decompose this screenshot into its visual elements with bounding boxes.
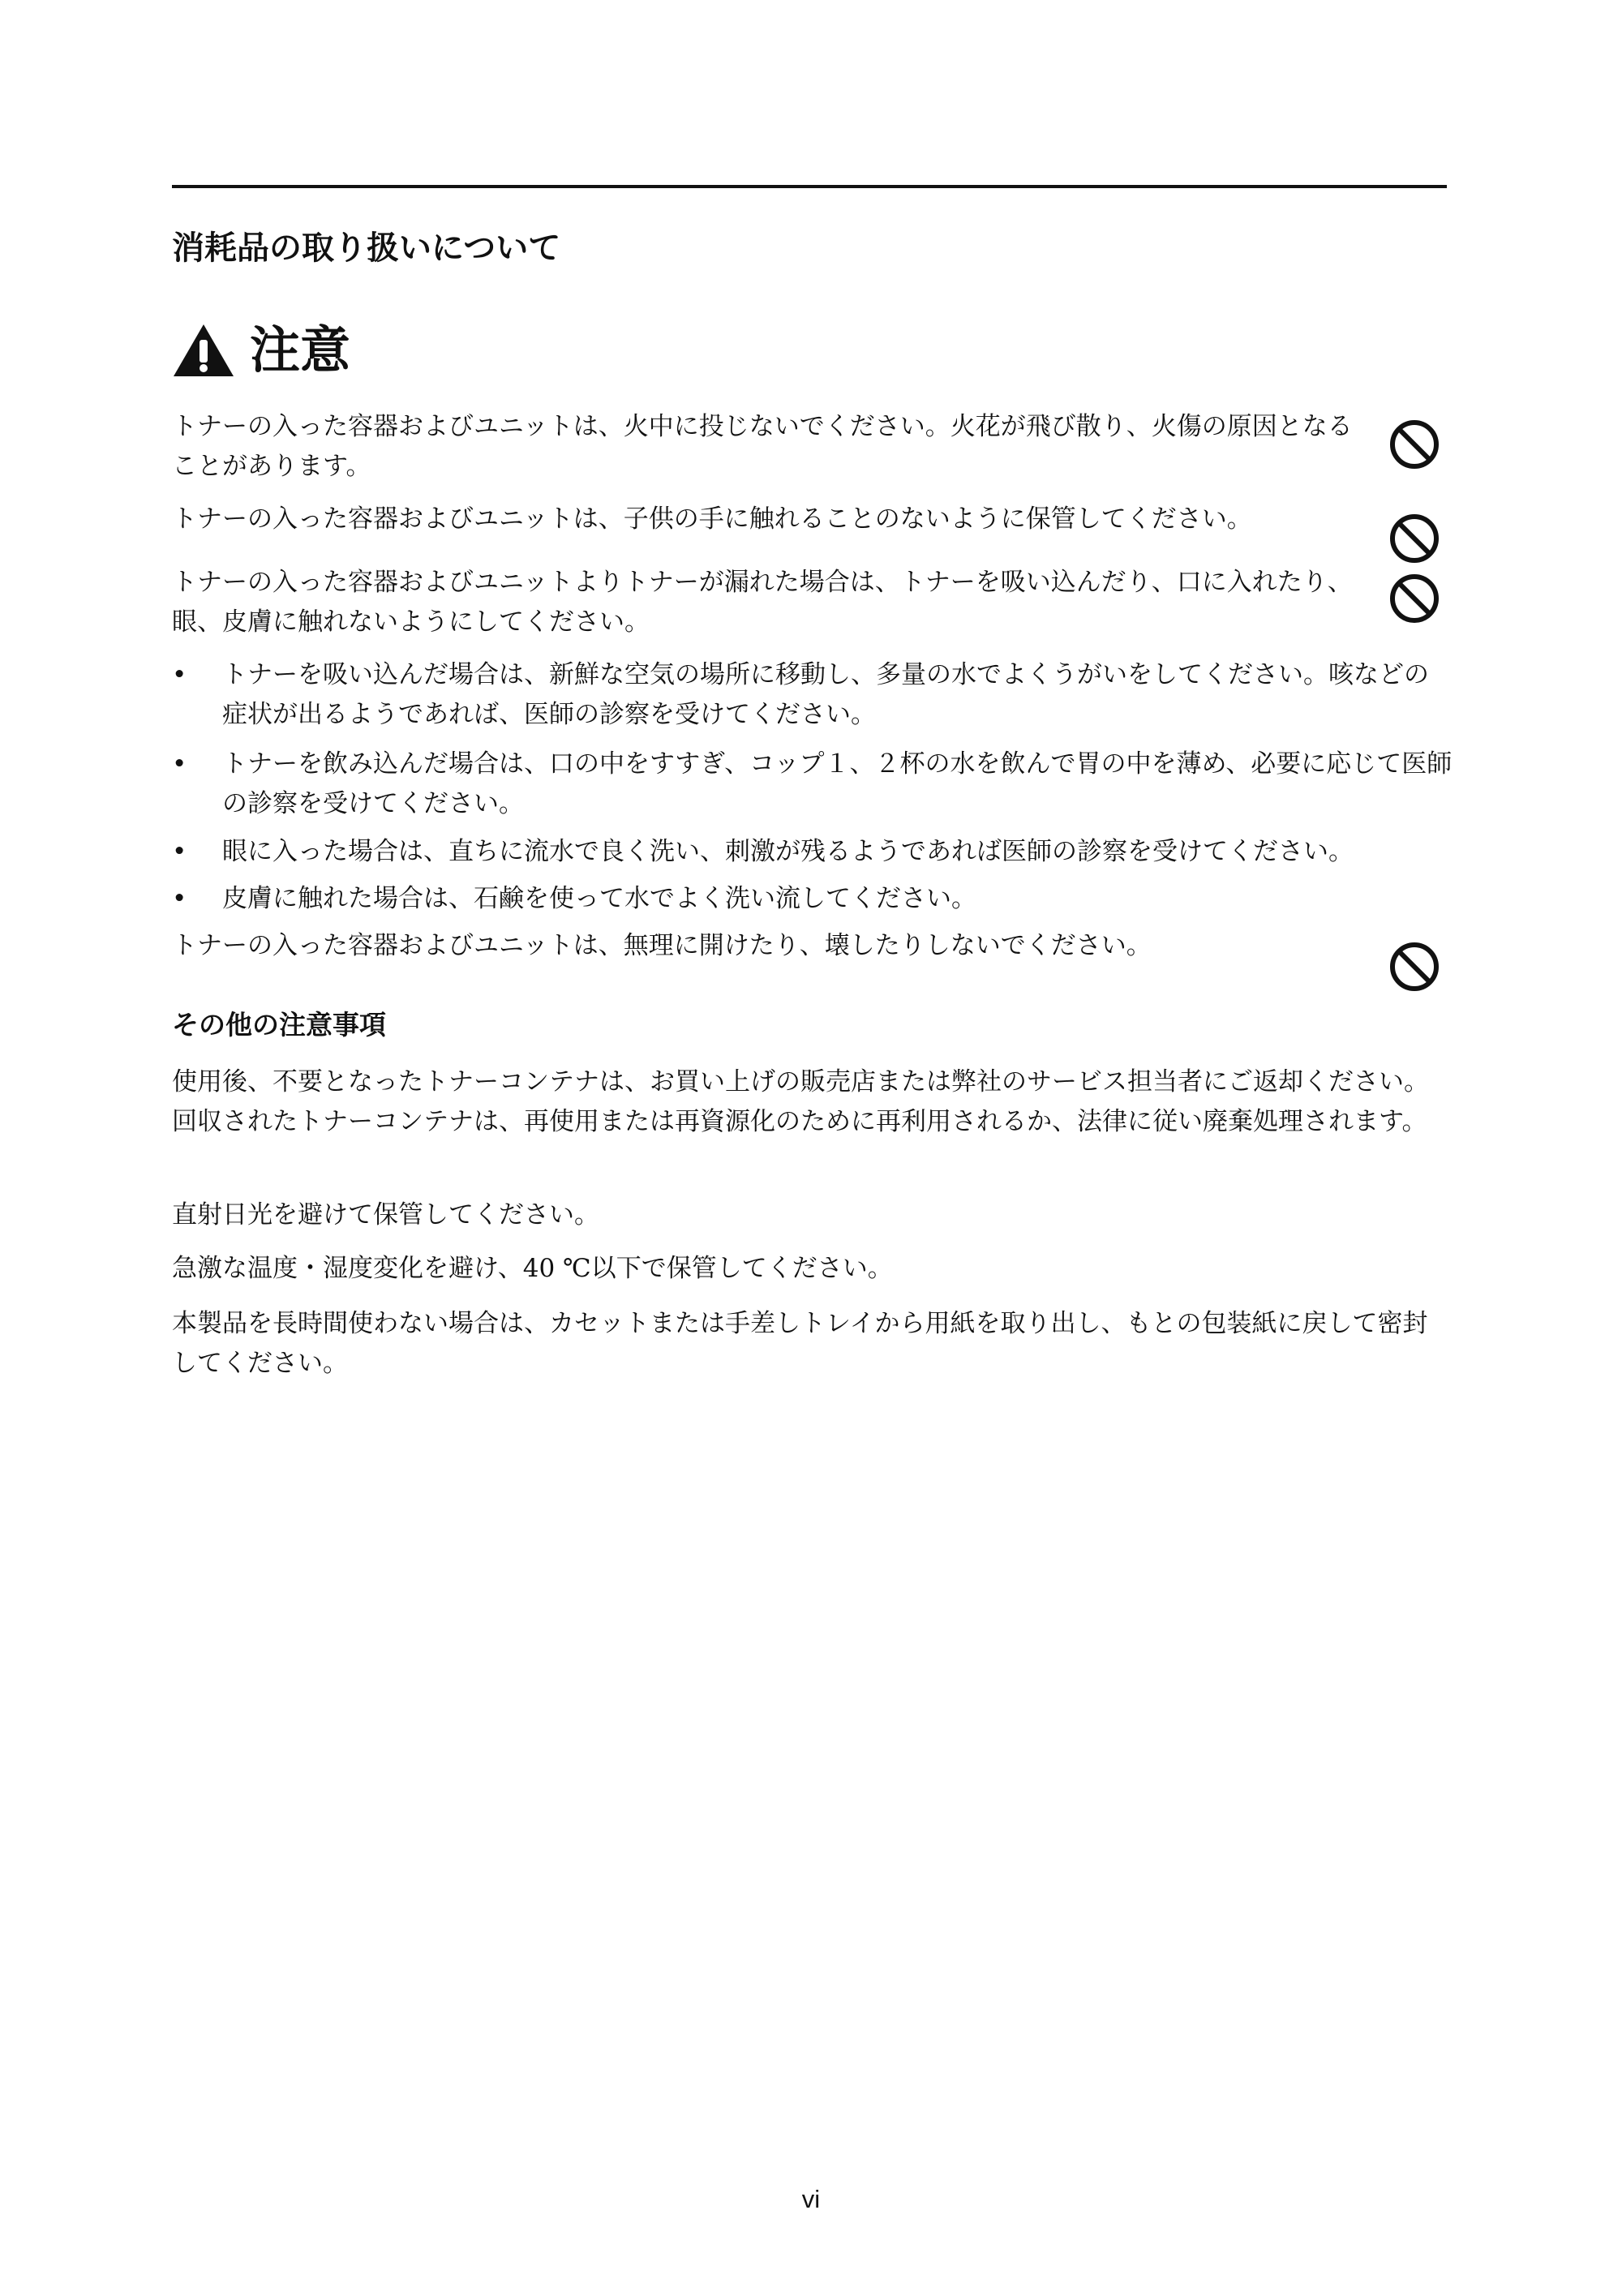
caution-heading xyxy=(172,318,350,383)
caution-item-1: トナーの入った容器およびユニットは、火中に投じないでください。火花が飛び散り、火傷の原因となることがあります。 xyxy=(172,412,1353,481)
list-item xyxy=(172,832,1453,872)
bullet-marker: • xyxy=(172,660,187,689)
bullet-text: 眼に入った場合は、直ちに流水で良く洗い、刺激が残るようであれば医師の診察を受けてください。 xyxy=(222,837,1354,866)
bullet-text: トナーを飲み込んだ場合は、口の中をすすぎ、コップ１、２杯の水を飲んで胃の中を薄め、必要に応じて医師の診察を受けてください。 xyxy=(222,749,1453,818)
prohibition-icon xyxy=(1388,513,1440,564)
other-paragraph-2: 直射日光を避けて保管してください。 xyxy=(172,1200,599,1230)
prohibition-icon xyxy=(1388,418,1440,470)
caution-label: 注意 xyxy=(250,320,351,380)
bullet-marker: • xyxy=(172,837,187,866)
warning-triangle-icon xyxy=(172,322,235,379)
section-title: 消耗品の取り扱いについて xyxy=(172,230,561,267)
list-item xyxy=(172,745,1453,824)
prohibition-icon xyxy=(1388,573,1440,624)
bullet-marker: • xyxy=(172,749,187,779)
list-item xyxy=(172,655,1453,735)
caution-item-3: トナーの入った容器およびユニットよりトナーが漏れた場合は、トナーを吸い込んだり、口に入れたり、眼、皮膚に触れないようにしてください。 xyxy=(172,568,1353,637)
other-paragraph-3: 急激な温度・湿度変化を避け、40 ℃以下で保管してください。 xyxy=(172,1254,893,1283)
bullet-text: 皮膚に触れた場合は、石鹸を使って水でよく洗い流してください。 xyxy=(222,884,976,913)
page-number: vi xyxy=(801,2185,821,2213)
top-rule xyxy=(172,185,1447,188)
prohibition-icon xyxy=(1388,941,1440,993)
caution-item-4: トナーの入った容器およびユニットは、無理に開けたり、壊したりしないでください。 xyxy=(172,931,1152,960)
other-paragraph-4: 本製品を長時間使わない場合は、カセットまたは手差しトレイから用紙を取り出し、もとの包装紙に戻して密封してください。 xyxy=(172,1309,1428,1378)
other-paragraph-1: 使用後、不要となったトナーコンテナは、お買い上げの販売店または弊社のサービス担当者にご返却ください。回収されたトナーコンテナは、再使用または再資源化のために再利用されるか、法律に従い廃棄処理されます。 xyxy=(172,1067,1429,1136)
list-item xyxy=(172,879,1453,919)
other-precautions-title: その他の注意事項 xyxy=(172,1009,386,1041)
bullet-text: トナーを吸い込んだ場合は、新鮮な空気の場所に移動し、多量の水でよくうがいをしてください。咳などの症状が出るようであれば、医師の診察を受けてください。 xyxy=(222,660,1429,729)
caution-item-2: トナーの入った容器およびユニットは、子供の手に触れることのないように保管してください。 xyxy=(172,504,1252,534)
bullet-marker: • xyxy=(172,884,187,913)
